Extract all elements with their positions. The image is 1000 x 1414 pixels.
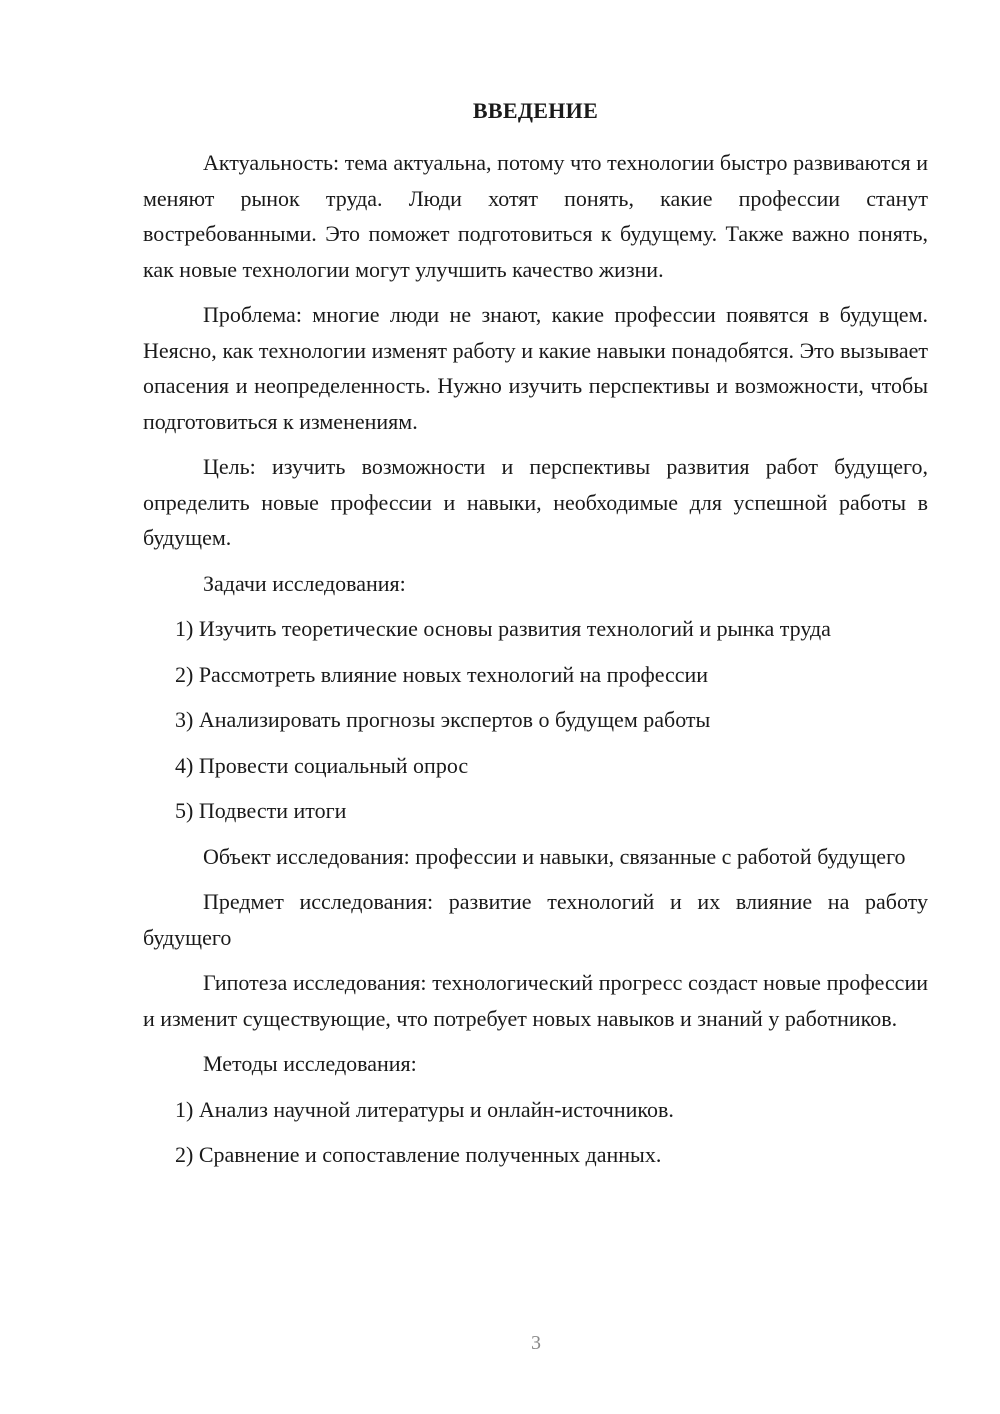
problem-paragraph: Проблема: многие люди не знают, какие профессии появятся в будущем. Неясно, как технологии изменят работу и какие навыки понадобятся. Это вызывает опасения и неопределенность. Нужно изучить перспективы и возможности, чтобы подготовиться к изменениям. xyxy=(143,302,928,434)
method-item: 1) Анализ научной литературы и онлайн-источников. xyxy=(175,1096,674,1122)
method-item: 2) Сравнение и сопоставление полученных данных. xyxy=(175,1142,662,1167)
task-item: 4) Провести социальный опрос xyxy=(175,752,469,778)
hypothesis-paragraph: Гипотеза исследования: технологический прогресс создаст новые профессии и изменит существующие, что потребует новых навыков и знаний у работников. xyxy=(143,970,928,1031)
task-item: 1) Изучить теоретические основы развития технологий и рынка труда xyxy=(175,616,831,641)
goal-paragraph: Цель: изучить возможности и перспективы развития работ будущего, определить новые профессии и навыки, необходимые для успешной работы в будущем. xyxy=(143,454,928,550)
tasks-heading: Задачи исследования: xyxy=(203,570,406,596)
task-item: 3) Анализировать прогнозы экспертов о будущем работы xyxy=(175,707,711,732)
page-content xyxy=(143,95,928,1183)
section-title: ВВЕДЕНИЕ xyxy=(472,98,599,123)
task-item: 5) Подвести итоги xyxy=(175,798,347,823)
relevance-paragraph: Актуальность: тема актуальна, потому что технологии быстро развиваются и меняют рынок труда. Люди хотят понять, какие профессии станут востребованными. Это поможет подготовиться к будущему. Также важно понять, как новые технологии могут улучшить качество жизни. xyxy=(143,150,928,282)
object-paragraph: Объект исследования: профессии и навыки, связанные с работой будущего xyxy=(203,843,906,869)
task-item: 2) Рассмотреть влияние новых технологий на профессии xyxy=(175,661,709,687)
page-number: 3 xyxy=(531,1332,541,1354)
subject-paragraph: Предмет исследования: развитие технологий и их влияние на работу будущего xyxy=(143,889,928,950)
methods-heading: Методы исследования: xyxy=(203,1051,417,1076)
